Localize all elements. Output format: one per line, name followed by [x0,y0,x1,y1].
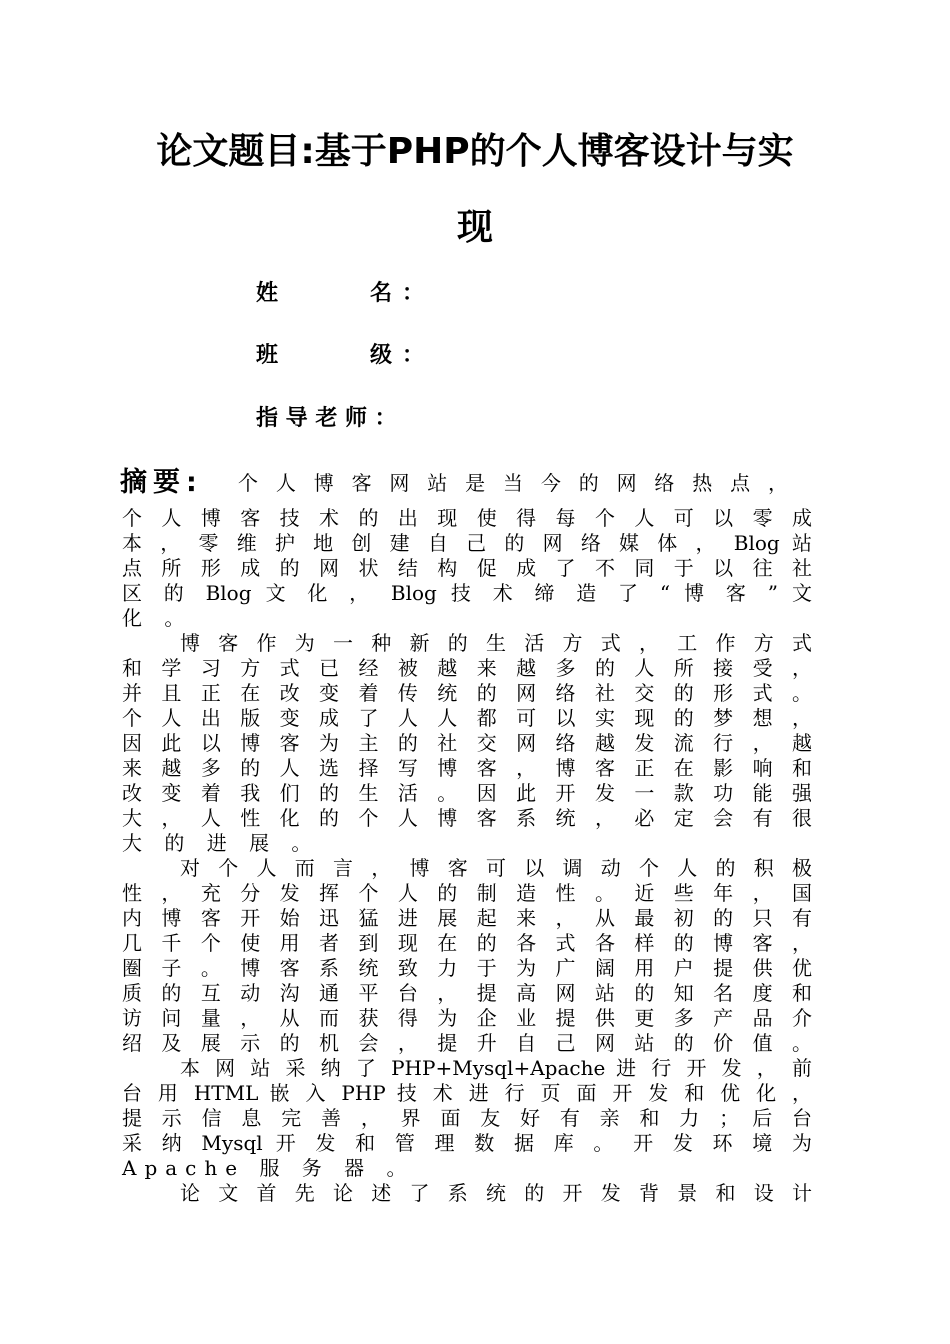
abstract-line: 博 客 作 为 一 种 新 的 生 活 方 式 ， 工 作 方 式 [180,631,812,655]
name-label-char-2: 名 [370,281,393,306]
abstract-line: 质 的 互 动 沟 通 平 台 ， 提 高 网 站 的 知 名 度 和 [122,981,812,1005]
abstract-body [122,506,812,1206]
name-colon: ： [402,281,425,306]
class-colon: ： [402,343,425,368]
abstract-line: 本 网 站 采 纳 了 PHP+Mysql+Apache 进 行 开 发 ， 前 [180,1056,812,1080]
abstract-line: 大 的 进 展 。 [122,831,320,855]
abstract-line: 对 个 人 而 言 ， 博 客 可 以 调 动 个 人 的 积 极 [180,856,812,880]
abstract-line: 大 ， 人 性 化 的 个 人 博 客 系 统 ， 必 定 会 有 很 [122,806,812,830]
advisor-label: 指 导 老 师 ： [256,406,397,431]
thesis-title-line-1: 论文题目:基于PHP的个人博客设计与实 [156,131,794,172]
abstract-line: 个 人 出 版 变 成 了 人 人 都 可 以 实 现 的 梦 想 ， [122,706,812,730]
abstract-line: 访 问 量 ， 从 而 获 得 为 企 业 提 供 更 多 产 品 介 [122,1006,812,1030]
abstract-line: 个 人 博 客 技 术 的 出 现 使 得 每 个 人 可 以 零 成 [122,506,812,530]
abstract-line: 区 的 Blog 文 化 ， Blog 技 术 缔 造 了 “ 博 客 ” 文 [122,581,812,605]
abstract-line: 内 博 客 开 始 迅 猛 进 展 起 来 ， 从 最 初 的 只 有 [122,906,812,930]
abstract-first-line: 个 人 博 客 网 站 是 当 今 的 网 络 热 点 ， [238,471,788,495]
abstract-line: 化 。 [122,606,193,630]
class-label-char-1: 班 [256,343,279,368]
abstract-line: Apache 服 务 器 。 [122,1156,415,1180]
abstract-label: 摘要: [120,467,203,498]
abstract-line: 和 学 习 方 式 已 经 被 越 来 越 多 的 人 所 接 受 ， [122,656,812,680]
abstract-line: 并 且 正 在 改 变 着 传 统 的 网 络 社 交 的 形 式 。 [122,681,812,705]
abstract-line: 论 文 首 先 论 述 了 系 统 的 开 发 背 景 和 设 计 [180,1181,812,1205]
abstract-line: 绍 及 展 示 的 机 会 ， 提 升 自 己 网 站 的 价 值 。 [122,1031,812,1055]
abstract-line: 因 此 以 博 客 为 主 的 社 交 网 络 越 发 流 行 ， 越 [122,731,812,755]
thesis-title-line-2: 现 [456,207,493,248]
abstract-line: 几 千 个 使 用 者 到 现 在 的 各 式 各 样 的 博 客 ， [122,931,812,955]
abstract-line: 采 纳 Mysql 开 发 和 管 理 数 据 库 。 开 发 环 境 为 [122,1131,812,1155]
abstract-line: 性 ， 充 分 发 挥 个 人 的 制 造 性 。 近 些 年 ， 国 [122,881,812,905]
abstract-line: 改 变 着 我 们 的 生 活 。 因 此 开 发 一 款 功 能 强 [122,781,812,805]
abstract-line: 台 用 HTML 嵌 入 PHP 技 术 进 行 页 面 开 发 和 优 化 ， [122,1081,812,1105]
abstract-line: 圈 子 。 博 客 系 统 致 力 于 为 广 阔 用 户 提 供 优 [122,956,812,980]
class-label-char-2: 级 [370,343,393,368]
abstract-line: 来 越 多 的 人 选 择 写 博 客 ， 博 客 正 在 影 响 和 [122,756,812,780]
name-label-char-1: 姓 [256,281,279,306]
abstract-line: 本 ， 零 维 护 地 创 建 自 己 的 网 络 媒 体 ， Blog 站 [122,531,812,555]
abstract-line: 提 示 信 息 完 善 ， 界 面 友 好 有 亲 和 力 ； 后 台 [122,1106,812,1130]
abstract-line: 点 所 形 成 的 网 状 结 构 促 成 了 不 同 于 以 往 社 [122,556,812,580]
